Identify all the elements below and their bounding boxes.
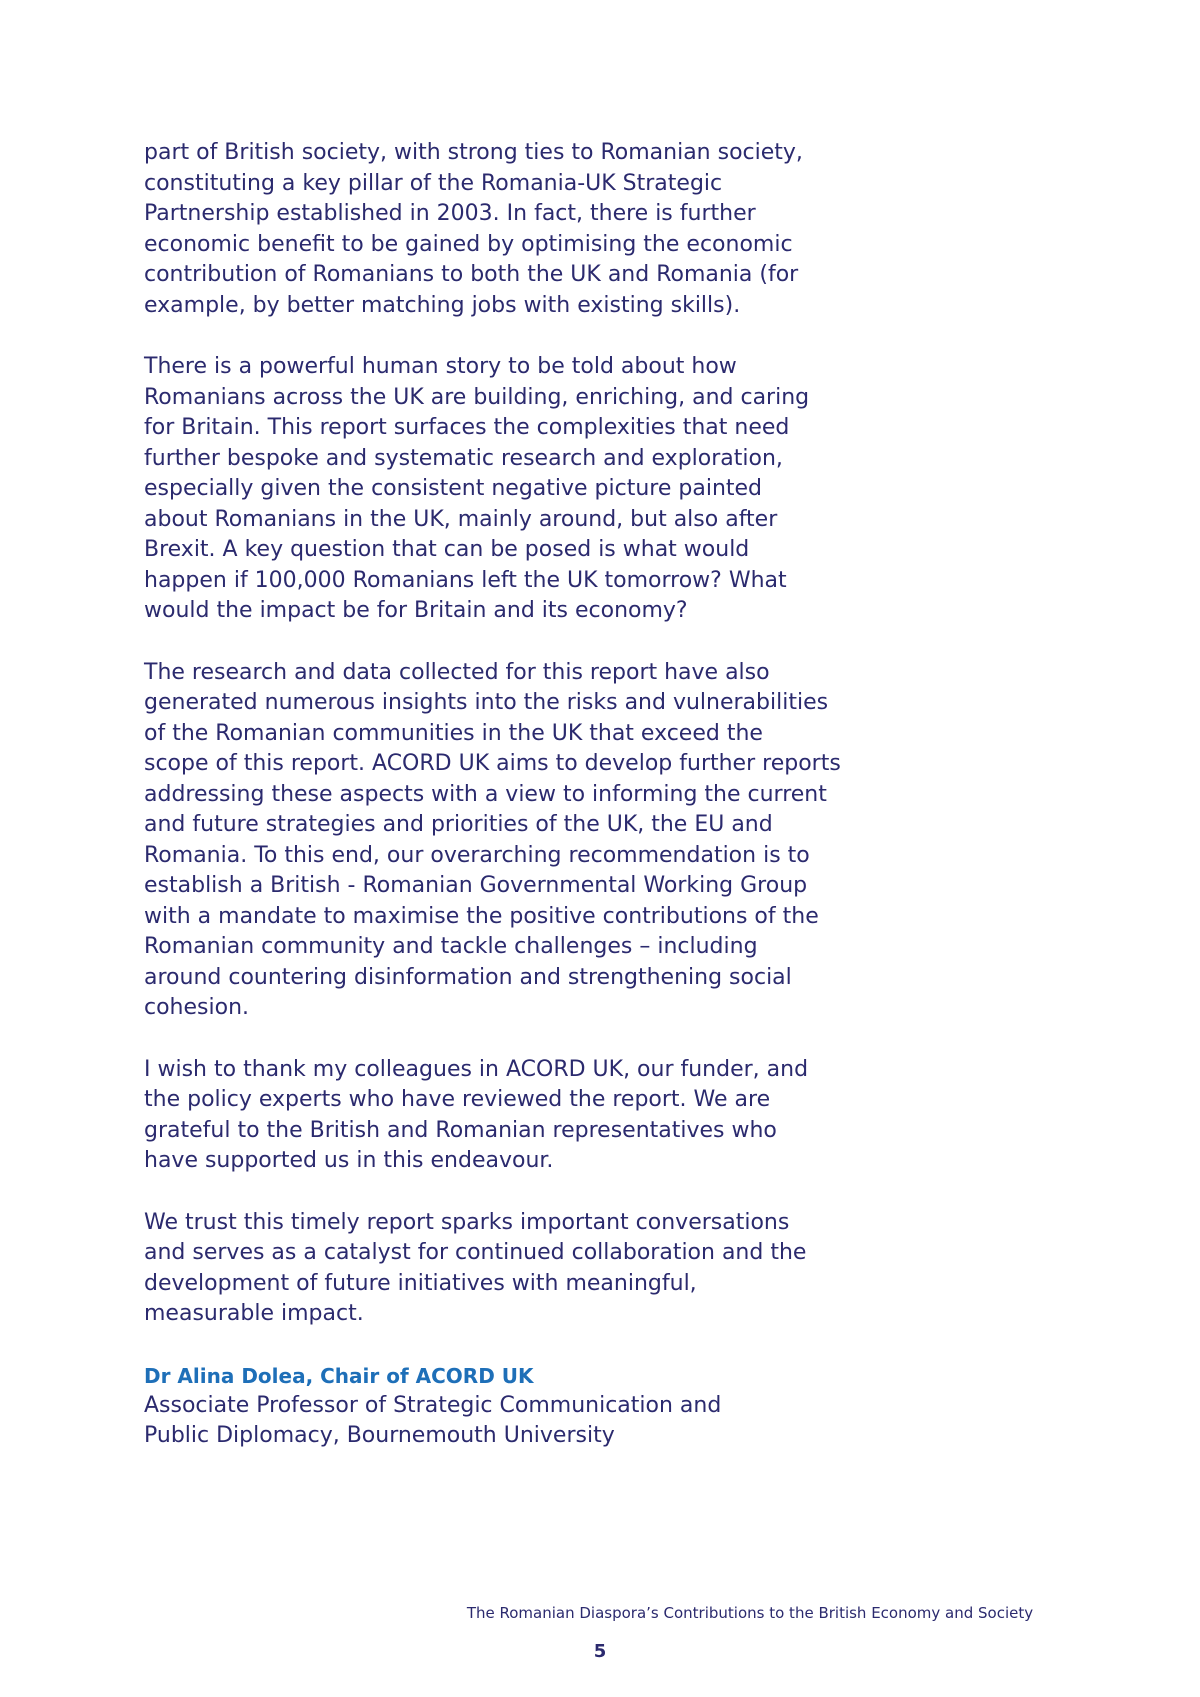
page-number: 5 bbox=[593, 1641, 607, 1662]
footer bbox=[0, 1604, 1200, 1622]
body-paragraph: part of British society, with strong ties to Romanian society, constituting a key pillar of the Romania-UK Strategic Partnership established in 2003. In fact, there is further economic benefit to be gained by optimising the economic contribution of Romanians to both the UK and Romania (for example, by better matching jobs with existing skills). bbox=[144, 140, 803, 318]
body-paragraph: I wish to thank my colleagues in ACORD UK, our funder, and the policy experts who have reviewed the report. We are grateful to the British and Romanian representatives who have supported us in this endeavour. bbox=[144, 1056, 809, 1173]
footer-report-title: The Romanian Diaspora’s Contributions to the British Economy and Society bbox=[466, 1604, 1034, 1622]
body-paragraph: The research and data collected for this report have also generated numerous insights into the risks and vulnerabilities of the Romanian communities in the UK that exceed the scope of this report. ACORD UK aims to develop further reports addressing these aspects with a view to informing the current and future strategies and priorities of the UK, the EU and Romania. To this end, our overarching recommendation is to establish a British - Romanian Governmental Working Group with a mandate to maximise the positive contributions of the Romanian community and tackle challenges – including around countering disinformation and strengthening social cohesion. bbox=[144, 659, 841, 1020]
signatory-name: Dr Alina Dolea, Chair of ACORD UK bbox=[144, 1363, 534, 1388]
signature-block bbox=[144, 1361, 864, 1452]
foreword-body bbox=[144, 138, 864, 1452]
body-paragraph: We trust this timely report sparks important conversations and serves as a catalyst for continued collaboration and the development of future initiatives with meaningful, measurable impact. bbox=[144, 1209, 807, 1326]
body-paragraph: There is a powerful human story to be told about how Romanians across the UK are building, enriching, and caring for Britain. This report surfaces the complexities that need further bespoke and systematic research and exploration, especially given the consistent negative picture painted about Romanians in the UK, mainly around, but also after Brexit. A key question that can be posed is what would happen if 100,000 Romanians left the UK tomorrow? What would the impact be for Britain and its economy? bbox=[144, 354, 810, 623]
signatory-role: Associate Professor of Strategic Communication and Public Diplomacy, Bournemouth University bbox=[144, 1392, 722, 1448]
